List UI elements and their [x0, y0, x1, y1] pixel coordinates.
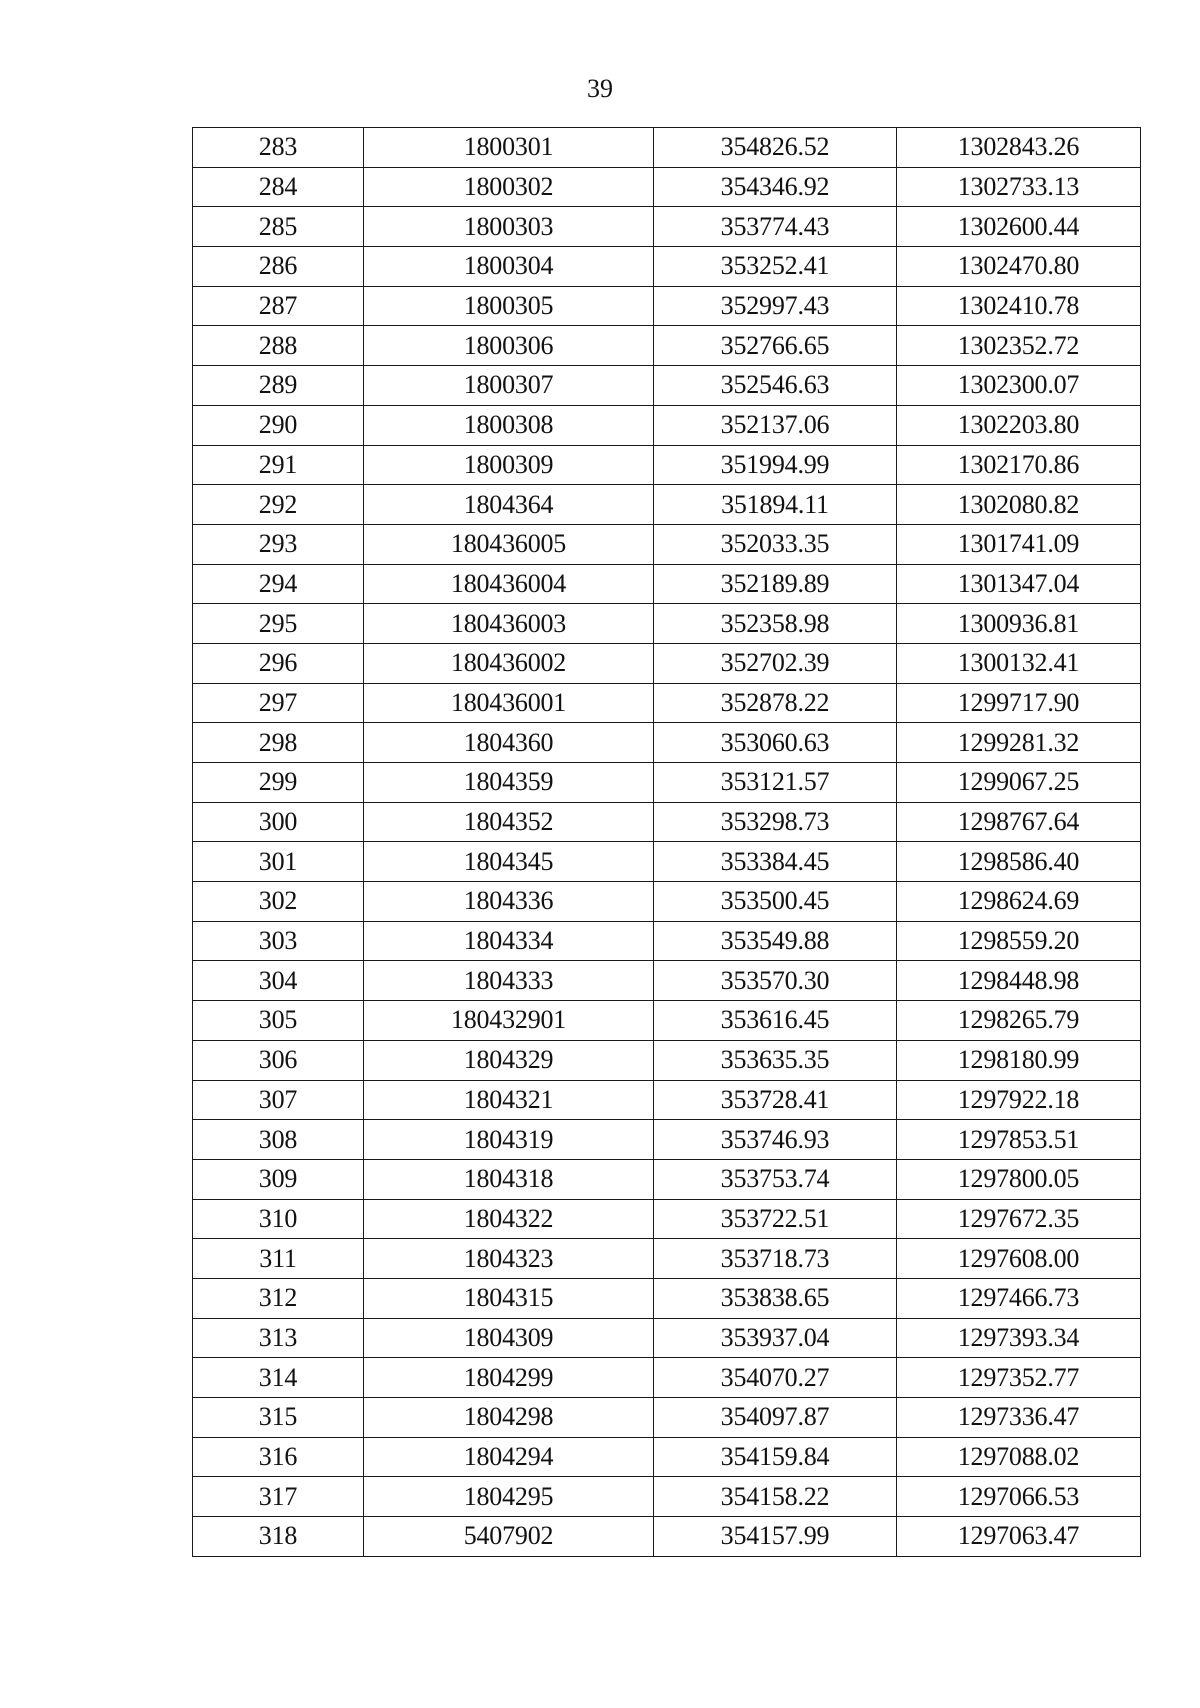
point-number-cell: 307: [193, 1080, 364, 1120]
point-id-cell: 1804294: [364, 1437, 654, 1477]
y-coordinate-cell: 1298624.69: [897, 882, 1141, 922]
x-coordinate-cell: 353060.63: [654, 723, 897, 763]
point-number-cell: 297: [193, 683, 364, 723]
x-coordinate-cell: 352878.22: [654, 683, 897, 723]
point-number-cell: 291: [193, 445, 364, 485]
point-number-cell: 285: [193, 207, 364, 247]
y-coordinate-cell: 1297466.73: [897, 1278, 1141, 1318]
table-row: [193, 1040, 1141, 1080]
coordinates-table-body: [193, 128, 1141, 1557]
x-coordinate-cell: 354070.27: [654, 1358, 897, 1398]
point-id-cell: 5407902: [364, 1517, 654, 1557]
y-coordinate-cell: 1302203.80: [897, 405, 1141, 445]
x-coordinate-cell: 354346.92: [654, 167, 897, 207]
point-id-cell: 1800303: [364, 207, 654, 247]
point-id-cell: 180432901: [364, 1001, 654, 1041]
y-coordinate-cell: 1302300.07: [897, 366, 1141, 406]
point-number-cell: 316: [193, 1437, 364, 1477]
x-coordinate-cell: 353549.88: [654, 921, 897, 961]
table-row: [193, 405, 1141, 445]
table-row: [193, 882, 1141, 922]
y-coordinate-cell: 1299067.25: [897, 763, 1141, 803]
table-row: [193, 1001, 1141, 1041]
point-number-cell: 311: [193, 1239, 364, 1279]
table-row: [193, 247, 1141, 287]
y-coordinate-cell: 1301741.09: [897, 524, 1141, 564]
point-id-cell: 1800308: [364, 405, 654, 445]
table-row: [193, 1318, 1141, 1358]
x-coordinate-cell: 354159.84: [654, 1437, 897, 1477]
point-number-cell: 314: [193, 1358, 364, 1398]
y-coordinate-cell: 1298767.64: [897, 802, 1141, 842]
table-row: [193, 842, 1141, 882]
point-id-cell: 1804345: [364, 842, 654, 882]
point-id-cell: 1804334: [364, 921, 654, 961]
table-row: [193, 1120, 1141, 1160]
y-coordinate-cell: 1297336.47: [897, 1398, 1141, 1438]
x-coordinate-cell: 353937.04: [654, 1318, 897, 1358]
point-id-cell: 180436003: [364, 604, 654, 644]
y-coordinate-cell: 1297853.51: [897, 1120, 1141, 1160]
y-coordinate-cell: 1302600.44: [897, 207, 1141, 247]
table-row: [193, 1278, 1141, 1318]
x-coordinate-cell: 353298.73: [654, 802, 897, 842]
point-number-cell: 283: [193, 128, 364, 168]
x-coordinate-cell: 353728.41: [654, 1080, 897, 1120]
point-id-cell: 1804364: [364, 485, 654, 525]
point-id-cell: 1804318: [364, 1159, 654, 1199]
table-row: [193, 207, 1141, 247]
x-coordinate-cell: 353718.73: [654, 1239, 897, 1279]
x-coordinate-cell: 352033.35: [654, 524, 897, 564]
y-coordinate-cell: 1298586.40: [897, 842, 1141, 882]
table-row: [193, 1159, 1141, 1199]
y-coordinate-cell: 1299281.32: [897, 723, 1141, 763]
x-coordinate-cell: 351994.99: [654, 445, 897, 485]
x-coordinate-cell: 352997.43: [654, 286, 897, 326]
point-number-cell: 286: [193, 247, 364, 287]
table-row: [193, 723, 1141, 763]
x-coordinate-cell: 353121.57: [654, 763, 897, 803]
y-coordinate-cell: 1302352.72: [897, 326, 1141, 366]
x-coordinate-cell: 352189.89: [654, 564, 897, 604]
point-id-cell: 1804359: [364, 763, 654, 803]
y-coordinate-cell: 1297922.18: [897, 1080, 1141, 1120]
table-row: [193, 961, 1141, 1001]
point-id-cell: 180436005: [364, 524, 654, 564]
point-id-cell: 1804298: [364, 1398, 654, 1438]
table-row: [193, 1477, 1141, 1517]
x-coordinate-cell: 353838.65: [654, 1278, 897, 1318]
table-row: [193, 524, 1141, 564]
point-id-cell: 1804360: [364, 723, 654, 763]
point-number-cell: 318: [193, 1517, 364, 1557]
point-id-cell: 1804321: [364, 1080, 654, 1120]
x-coordinate-cell: 352358.98: [654, 604, 897, 644]
y-coordinate-cell: 1298448.98: [897, 961, 1141, 1001]
point-id-cell: 180436004: [364, 564, 654, 604]
y-coordinate-cell: 1297608.00: [897, 1239, 1141, 1279]
y-coordinate-cell: 1297672.35: [897, 1199, 1141, 1239]
point-id-cell: 1804315: [364, 1278, 654, 1318]
x-coordinate-cell: 353500.45: [654, 882, 897, 922]
x-coordinate-cell: 353570.30: [654, 961, 897, 1001]
point-number-cell: 312: [193, 1278, 364, 1318]
point-id-cell: 1800302: [364, 167, 654, 207]
x-coordinate-cell: 353746.93: [654, 1120, 897, 1160]
point-number-cell: 317: [193, 1477, 364, 1517]
point-number-cell: 284: [193, 167, 364, 207]
page-number: 39: [587, 74, 613, 103]
table-row: [193, 921, 1141, 961]
table-row: [193, 1239, 1141, 1279]
point-id-cell: 1800309: [364, 445, 654, 485]
point-number-cell: 292: [193, 485, 364, 525]
y-coordinate-cell: 1302410.78: [897, 286, 1141, 326]
table-row: [193, 604, 1141, 644]
x-coordinate-cell: 353635.35: [654, 1040, 897, 1080]
point-id-cell: 1804322: [364, 1199, 654, 1239]
x-coordinate-cell: 354157.99: [654, 1517, 897, 1557]
table-row: [193, 128, 1141, 168]
point-number-cell: 305: [193, 1001, 364, 1041]
y-coordinate-cell: 1302080.82: [897, 485, 1141, 525]
x-coordinate-cell: 353252.41: [654, 247, 897, 287]
table-row: [193, 366, 1141, 406]
table-row: [193, 485, 1141, 525]
point-id-cell: 1800307: [364, 366, 654, 406]
point-number-cell: 303: [193, 921, 364, 961]
point-number-cell: 301: [193, 842, 364, 882]
point-number-cell: 296: [193, 643, 364, 683]
table-row: [193, 167, 1141, 207]
y-coordinate-cell: 1298180.99: [897, 1040, 1141, 1080]
point-id-cell: 1800301: [364, 128, 654, 168]
point-number-cell: 310: [193, 1199, 364, 1239]
x-coordinate-cell: 353722.51: [654, 1199, 897, 1239]
point-number-cell: 287: [193, 286, 364, 326]
y-coordinate-cell: 1297800.05: [897, 1159, 1141, 1199]
y-coordinate-cell: 1302170.86: [897, 445, 1141, 485]
point-number-cell: 302: [193, 882, 364, 922]
y-coordinate-cell: 1300936.81: [897, 604, 1141, 644]
table-row: [193, 643, 1141, 683]
y-coordinate-cell: 1297066.53: [897, 1477, 1141, 1517]
point-number-cell: 304: [193, 961, 364, 1001]
point-number-cell: 306: [193, 1040, 364, 1080]
point-number-cell: 309: [193, 1159, 364, 1199]
x-coordinate-cell: 352546.63: [654, 366, 897, 406]
table-row: [193, 1437, 1141, 1477]
point-id-cell: 1804295: [364, 1477, 654, 1517]
table-row: [193, 763, 1141, 803]
y-coordinate-cell: 1297063.47: [897, 1517, 1141, 1557]
point-number-cell: 308: [193, 1120, 364, 1160]
y-coordinate-cell: 1301347.04: [897, 564, 1141, 604]
point-id-cell: 1804299: [364, 1358, 654, 1398]
table-row: [193, 326, 1141, 366]
table-row: [193, 683, 1141, 723]
point-id-cell: 1804329: [364, 1040, 654, 1080]
x-coordinate-cell: 353384.45: [654, 842, 897, 882]
point-id-cell: 1804333: [364, 961, 654, 1001]
coordinates-table: [192, 127, 1141, 1557]
point-number-cell: 289: [193, 366, 364, 406]
table-row: [193, 445, 1141, 485]
y-coordinate-cell: 1297393.34: [897, 1318, 1141, 1358]
table-row: [193, 802, 1141, 842]
y-coordinate-cell: 1300132.41: [897, 643, 1141, 683]
point-id-cell: 1800305: [364, 286, 654, 326]
y-coordinate-cell: 1298265.79: [897, 1001, 1141, 1041]
point-id-cell: 1804336: [364, 882, 654, 922]
point-number-cell: 300: [193, 802, 364, 842]
point-id-cell: 1800306: [364, 326, 654, 366]
table-row: [193, 286, 1141, 326]
x-coordinate-cell: 354826.52: [654, 128, 897, 168]
x-coordinate-cell: 353774.43: [654, 207, 897, 247]
x-coordinate-cell: 354097.87: [654, 1398, 897, 1438]
point-id-cell: 180436002: [364, 643, 654, 683]
point-number-cell: 288: [193, 326, 364, 366]
x-coordinate-cell: 353616.45: [654, 1001, 897, 1041]
y-coordinate-cell: 1302470.80: [897, 247, 1141, 287]
point-id-cell: 1804352: [364, 802, 654, 842]
y-coordinate-cell: 1302733.13: [897, 167, 1141, 207]
point-id-cell: 180436001: [364, 683, 654, 723]
x-coordinate-cell: 353753.74: [654, 1159, 897, 1199]
point-number-cell: 298: [193, 723, 364, 763]
point-id-cell: 1804319: [364, 1120, 654, 1160]
y-coordinate-cell: 1302843.26: [897, 128, 1141, 168]
x-coordinate-cell: 351894.11: [654, 485, 897, 525]
x-coordinate-cell: 352766.65: [654, 326, 897, 366]
point-number-cell: 295: [193, 604, 364, 644]
y-coordinate-cell: 1298559.20: [897, 921, 1141, 961]
x-coordinate-cell: 352137.06: [654, 405, 897, 445]
table-row: [193, 1398, 1141, 1438]
table-row: [193, 564, 1141, 604]
point-number-cell: 293: [193, 524, 364, 564]
y-coordinate-cell: 1297352.77: [897, 1358, 1141, 1398]
table-row: [193, 1358, 1141, 1398]
table-row: [193, 1080, 1141, 1120]
y-coordinate-cell: 1297088.02: [897, 1437, 1141, 1477]
y-coordinate-cell: 1299717.90: [897, 683, 1141, 723]
table-row: [193, 1517, 1141, 1557]
point-number-cell: 315: [193, 1398, 364, 1438]
point-number-cell: 299: [193, 763, 364, 803]
point-id-cell: 1804323: [364, 1239, 654, 1279]
point-number-cell: 294: [193, 564, 364, 604]
point-id-cell: 1800304: [364, 247, 654, 287]
point-number-cell: 290: [193, 405, 364, 445]
point-id-cell: 1804309: [364, 1318, 654, 1358]
x-coordinate-cell: 352702.39: [654, 643, 897, 683]
table-row: [193, 1199, 1141, 1239]
x-coordinate-cell: 354158.22: [654, 1477, 897, 1517]
point-number-cell: 313: [193, 1318, 364, 1358]
